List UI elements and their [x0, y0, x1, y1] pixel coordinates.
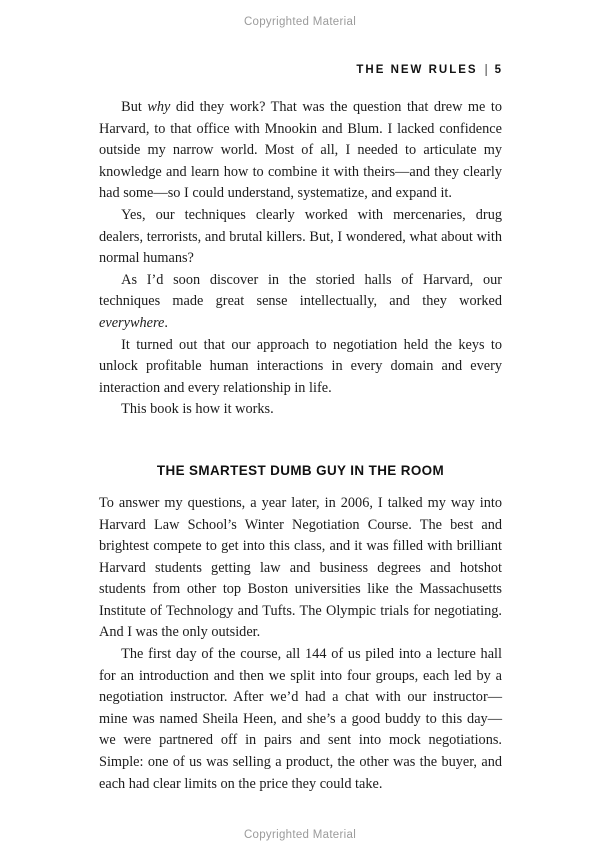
section-heading: THE SMARTEST DUMB GUY IN THE ROOM: [156, 461, 445, 478]
paragraph: But why did they work? That was the question that drew me to Harvard, to that office with Mnookin and Blum. I lacked confidence outside my narrow world. Most of all, I needed to articulate my knowledge and learn how to combine it with theirs—and they clearly had some—so I could understand, systematize, and expand it.: [99, 99, 503, 202]
paragraph: Yes, our techniques clearly worked with mercenaries, drug dealers, terrorists, and brutal killers. But, I wondered, what about with normal humans?: [99, 206, 502, 267]
paragraph: The first day of the course, all 144 of us piled into a lecture hall for an introduction and then we split into four groups, each led by a negotiation instructor. After we’d had a chat with our instructor—mine was named Sheila Heen, and she’s a good buddy to this day—we were partnered off in pairs and sent into mock negotiations. Simple: one of us was selling a product, the other was the buyer, and each had clear limits on the price they could take.: [99, 646, 502, 792]
copyright-notice-bottom: Copyrighted Material: [243, 829, 357, 841]
paragraph: As I’d soon discover in the storied halls of Harvard, our techniques made great sense intellectually, and they worked everywhere.: [99, 271, 502, 331]
page-body: [99, 97, 502, 795]
paragraph: It turned out that our approach to negotiation held the keys to unlock profitable human interactions in every domain and every interaction and every relationship in life.: [99, 336, 502, 396]
page-number: 5: [494, 64, 501, 76]
running-header: [356, 64, 501, 76]
running-title: THE NEW RULES: [356, 64, 478, 76]
copyright-notice-top: Copyrighted Material: [243, 16, 357, 28]
header-divider: |: [484, 63, 488, 77]
paragraph: This book is how it works.: [121, 401, 274, 418]
paragraph: To answer my questions, a year later, in 2006, I talked my way into Harvard Law School’s Winter Negotiation Course. The best and brightest compete to get into this class, and it was filled with brilliant Harvard students getting law and business degrees and hotshot students from other top Boston universities like the Massachusetts Institute of Technology and Tufts. The Olympic trials for negotiating. And I was the only outsider.: [99, 494, 502, 641]
